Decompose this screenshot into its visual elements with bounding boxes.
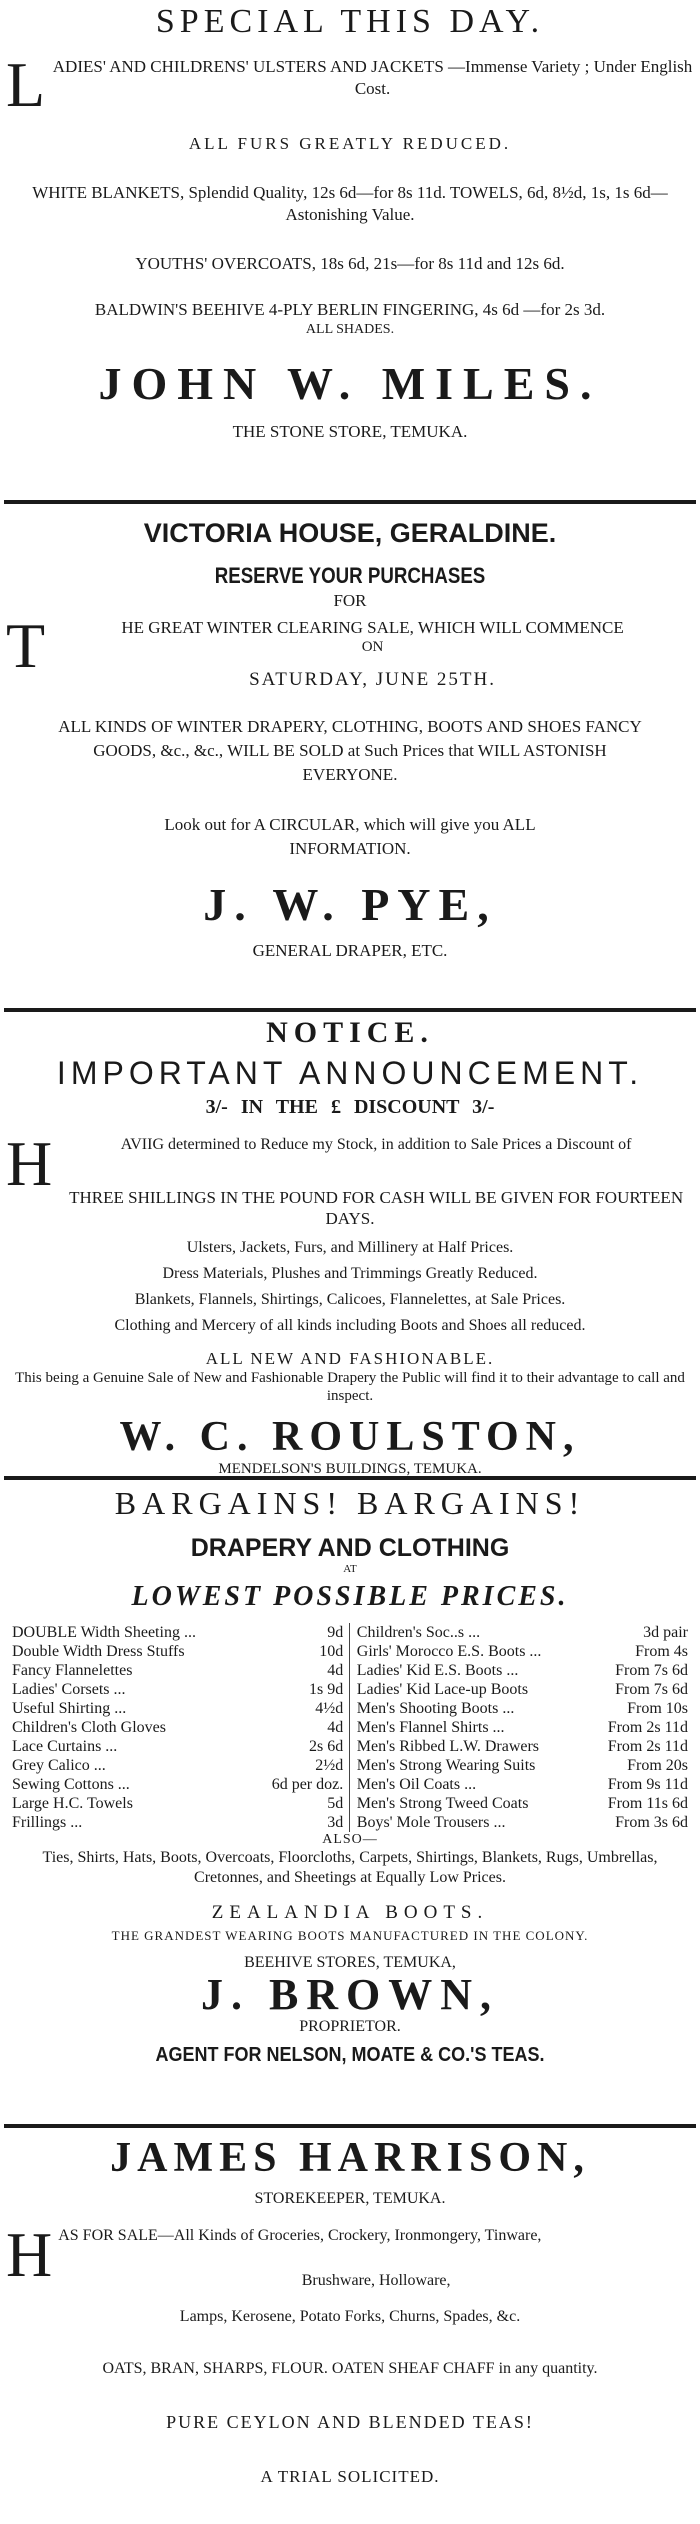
ad-text: OATS, BRAN, SHARPS, FLOUR. OATEN SHEAF CHAFF in any quantity.: [102, 2360, 598, 2377]
price-row: [12, 1699, 343, 1718]
price-value: From 3s 6d: [615, 1814, 688, 1831]
price-item: Men's Strong Tweed Coats: [356, 1795, 529, 1812]
price-value: From 7s 6d: [615, 1662, 688, 1679]
leader-dots: [132, 1661, 327, 1680]
ad-text: ALL KINDS OF WINTER DRAPERY, CLOTHING, BOOTS AND SHOES FANCY GOODS, &c., &c., WILL BE SOLD at Such Prices that WILL ASTONISH EVERYONE.: [58, 717, 642, 784]
price-value: From 10s: [627, 1700, 688, 1717]
price-value: From 9s 11d: [607, 1776, 688, 1793]
ad-intro: [6, 49, 694, 120]
price-row: [357, 1699, 688, 1718]
leader-dots: [528, 1794, 607, 1813]
ad-james-harrison: [0, 2134, 700, 2524]
ad-text: Brushware, Holloware,: [301, 2272, 451, 2289]
ad-heading: BARGAINS! BARGAINS!: [114, 1485, 586, 1521]
leader-dots: [518, 1661, 615, 1680]
price-value: 6d per doz.: [271, 1776, 344, 1793]
ad-text: A TRIAL SOLICITED.: [260, 2467, 440, 2486]
price-row: [12, 1775, 343, 1794]
price-item: Men's Ribbed L.W. Drawers: [356, 1738, 540, 1755]
leader-dots: [82, 1813, 327, 1832]
leader-dots: [117, 1737, 309, 1756]
leader-dots: [106, 1756, 315, 1775]
price-item: Children's Cloth Gloves: [12, 1719, 166, 1736]
price-value: From 2s 11d: [607, 1719, 688, 1736]
ad-beehive-stores: [0, 1484, 700, 2124]
advertiser-title: GENERAL DRAPER, ETC.: [252, 941, 448, 960]
drop-cap: H: [6, 1128, 53, 1199]
price-item: Ladies' Kid Lace-up Boots: [356, 1681, 529, 1698]
advertiser-name: JOHN W. MILES.: [98, 358, 602, 409]
ad-text: Lamps, Kerosene, Potato Forks, Churns, Spades, &c.: [179, 2308, 521, 2325]
ad-heading: SPECIAL THIS DAY.: [155, 3, 545, 40]
leader-dots: [514, 1699, 627, 1718]
price-row: [12, 1794, 343, 1813]
price-value: 9d: [327, 1624, 344, 1641]
price-item: Useful Shirting ...: [12, 1700, 127, 1717]
ad-text: AT: [343, 1563, 357, 1575]
drop-cap: H: [6, 2219, 53, 2290]
price-row: [357, 1680, 688, 1699]
discount-line: 3/- IN THE £ DISCOUNT 3/-: [205, 1096, 495, 1118]
price-item: Girls' Morocco E.S. Boots ...: [356, 1643, 542, 1660]
advertiser-title: STOREKEEPER, TEMUKA.: [254, 2190, 446, 2207]
ad-john-miles: [0, 0, 700, 500]
price-row: [12, 1661, 343, 1680]
leader-dots: [528, 1680, 615, 1699]
ad-agent: AGENT FOR NELSON, MOATE & CO.'S TEAS.: [155, 2044, 545, 2066]
price-item: Men's Strong Wearing Suits: [356, 1757, 536, 1774]
price-item: Ladies' Kid E.S. Boots ...: [356, 1662, 519, 1679]
price-value: 4d: [327, 1719, 344, 1736]
advertiser-address: THE STONE STORE, TEMUKA.: [232, 422, 468, 441]
price-value: 4½d: [315, 1700, 344, 1717]
ad-text: Blankets, Flannels, Shirtings, Calicoes, Flannelettes, at Sale Prices.: [134, 1291, 566, 1308]
notice-heading: NOTICE.: [266, 1016, 434, 1049]
price-value: 4d: [327, 1662, 344, 1679]
price-item: Lace Curtains ...: [12, 1738, 118, 1755]
price-row: [357, 1718, 688, 1737]
price-item: Men's Flannel Shirts ...: [356, 1719, 505, 1736]
ad-text: Clothing and Mercery of all kinds including Boots and Shoes all reduced.: [114, 1317, 586, 1334]
price-value: 2s 6d: [309, 1738, 344, 1755]
ad-text: This being a Genuine Sale of New and Fashionable Drapery the Public will find it to their advantage to call and inspect.: [15, 1370, 685, 1404]
ad-victoria-house: [0, 518, 700, 1008]
ad-text: ON: [361, 639, 384, 655]
ad-text: ALL SHADES.: [305, 322, 395, 337]
ad-text: THREE SHILLINGS IN THE POUND FOR CASH WILL BE GIVEN FOR FOURTEEN DAYS.: [69, 1188, 684, 1228]
leader-dots: [541, 1642, 635, 1661]
price-value: 3d: [327, 1814, 344, 1831]
leader-dots: [126, 1680, 309, 1699]
ad-text: WHITE BLANKETS, Splendid Quality, 12s 6d—for 8s 11d. TOWELS, 6d, 8½d, 1s, 1s 6d—Astonishing Value.: [32, 183, 668, 224]
divider: [4, 500, 696, 504]
ad-text: YOUTHS' OVERCOATS, 18s 6d, 21s—for 8s 11d and 12s 6d.: [135, 254, 565, 273]
ad-text: ZEALANDIA BOOTS.: [211, 1902, 489, 1923]
price-row: [12, 1756, 343, 1775]
price-row: [12, 1680, 343, 1699]
price-item: Large H.C. Towels: [12, 1795, 133, 1812]
ad-roulston: [0, 1016, 700, 1476]
price-item: Grey Calico ...: [12, 1757, 106, 1774]
price-item: Men's Shooting Boots ...: [356, 1700, 515, 1717]
leader-dots: [539, 1737, 608, 1756]
ad-text: Ties, Shirts, Hats, Boots, Overcoats, Floorcloths, Carpets, Shirtings, Blankets, Rugs, Umbrellas, Cretonnes, and Sheetings at Equally Low Prices.: [42, 1849, 658, 1886]
advertiser-name: W. C. ROULSTON,: [119, 1414, 581, 1460]
drop-cap: L: [6, 49, 46, 120]
leader-dots: [166, 1718, 327, 1737]
price-value: From 2s 11d: [607, 1738, 688, 1755]
drop-cap: T: [6, 610, 46, 681]
leader-dots: [126, 1699, 315, 1718]
price-item: DOUBLE Width Sheeting ...: [12, 1624, 196, 1641]
ad-text: ADIES' AND CHILDRENS' ULSTERS AND JACKETS —Immense Variety ; Under English Cost.: [52, 57, 693, 98]
ad-text: PURE CEYLON AND BLENDED TEAS!: [166, 2412, 534, 2432]
price-item: Sewing Cottons ...: [12, 1776, 130, 1793]
price-row: [12, 1813, 343, 1832]
price-row: [12, 1623, 343, 1642]
price-value: From 11s 6d: [607, 1795, 688, 1812]
ad-text: Dress Materials, Plushes and Trimmings Greatly Reduced.: [162, 1265, 538, 1282]
divider: [4, 2124, 696, 2128]
price-value: 1s 9d: [309, 1681, 344, 1698]
ad-text: AVIIG determined to Reduce my Stock, in addition to Sale Prices a Discount of: [120, 1136, 632, 1153]
leader-dots: [133, 1794, 327, 1813]
price-value: From 7s 6d: [615, 1681, 688, 1698]
price-row: [12, 1718, 343, 1737]
leader-dots: [535, 1756, 627, 1775]
price-value: 10d: [319, 1643, 344, 1660]
leader-dots: [185, 1642, 320, 1661]
sale-date: SATURDAY, JUNE 25TH.: [249, 669, 496, 690]
ad-text: ALL NEW AND FASHIONABLE.: [205, 1349, 495, 1368]
price-value: 3d pair: [643, 1624, 688, 1641]
ad-text: THE GRANDEST WEARING BOOTS MANUFACTURED IN THE COLONY.: [111, 1928, 589, 1943]
price-row: [357, 1737, 688, 1756]
leader-dots: [196, 1623, 327, 1642]
price-row: [357, 1813, 688, 1832]
price-list: [6, 1623, 694, 1832]
price-item: Children's Soc..s ...: [356, 1624, 481, 1641]
ad-text: FOR: [333, 591, 367, 610]
ad-heading: IMPORTANT ANNOUNCEMENT.: [56, 1055, 644, 1091]
price-item: Fancy Flannelettes: [12, 1662, 133, 1679]
advertiser-title: PROPRIETOR.: [299, 2018, 401, 2035]
leader-dots: [130, 1775, 272, 1794]
advertiser-name: J. BROWN,: [200, 1970, 500, 2019]
price-row: [357, 1794, 688, 1813]
ad-subheading: RESERVE YOUR PURCHASES: [214, 563, 486, 588]
price-value: 5d: [327, 1795, 344, 1812]
price-row: [357, 1756, 688, 1775]
advertiser-address: MENDELSON'S BUILDINGS, TEMUKA.: [218, 1461, 482, 1477]
ad-text: ALSO—: [322, 1832, 378, 1847]
price-row: [357, 1642, 688, 1661]
price-value: 2½d: [315, 1757, 344, 1774]
ad-intro: [6, 1128, 694, 1199]
ad-text: HE GREAT WINTER CLEARING SALE, WHICH WILL COMMENCE: [121, 618, 624, 637]
price-row: [12, 1642, 343, 1661]
leader-dots: [505, 1813, 615, 1832]
price-item: Ladies' Corsets ...: [12, 1681, 126, 1698]
price-value: From 4s: [635, 1643, 688, 1660]
price-item: Boys' Mole Trousers ...: [356, 1814, 506, 1831]
price-list-left: [12, 1623, 350, 1832]
price-item: Men's Oil Coats ...: [356, 1776, 477, 1793]
price-row: [12, 1737, 343, 1756]
ad-text: ALL FURS GREATLY REDUCED.: [188, 134, 512, 153]
ad-text: AS FOR SALE—All Kinds of Groceries, Crockery, Ironmongery, Tinware,: [58, 2227, 542, 2244]
ad-subheading: DRAPERY AND CLOTHING: [190, 1534, 510, 1562]
ad-text: BALDWIN'S BEEHIVE 4-PLY BERLIN FINGERING, 4s 6d —for 2s 3d.: [94, 300, 606, 319]
price-value: From 20s: [627, 1757, 688, 1774]
ad-text: BEEHIVE STORES, TEMUKA,: [244, 1954, 456, 1971]
ad-text: Ulsters, Jackets, Furs, and Millinery at Half Prices.: [186, 1239, 514, 1256]
price-item: Double Width Dress Stuffs: [12, 1643, 185, 1660]
leader-dots: [476, 1775, 608, 1794]
ad-text: Look out for A CIRCULAR, which will give you ALL INFORMATION.: [164, 815, 536, 858]
price-list-right: [353, 1623, 688, 1832]
ad-banner: LOWEST POSSIBLE PRICES.: [131, 1581, 569, 1612]
price-row: [357, 1661, 688, 1680]
price-row: [357, 1623, 688, 1642]
leader-dots: [480, 1623, 643, 1642]
ad-heading: VICTORIA HOUSE, GERALDINE.: [143, 518, 557, 548]
price-row: [357, 1775, 688, 1794]
advertiser-name: J. W. PYE,: [203, 879, 497, 930]
leader-dots: [505, 1718, 608, 1737]
advertiser-name: JAMES HARRISON,: [110, 2135, 590, 2181]
divider: [4, 1008, 696, 1012]
price-item: Frillings ...: [12, 1814, 83, 1831]
